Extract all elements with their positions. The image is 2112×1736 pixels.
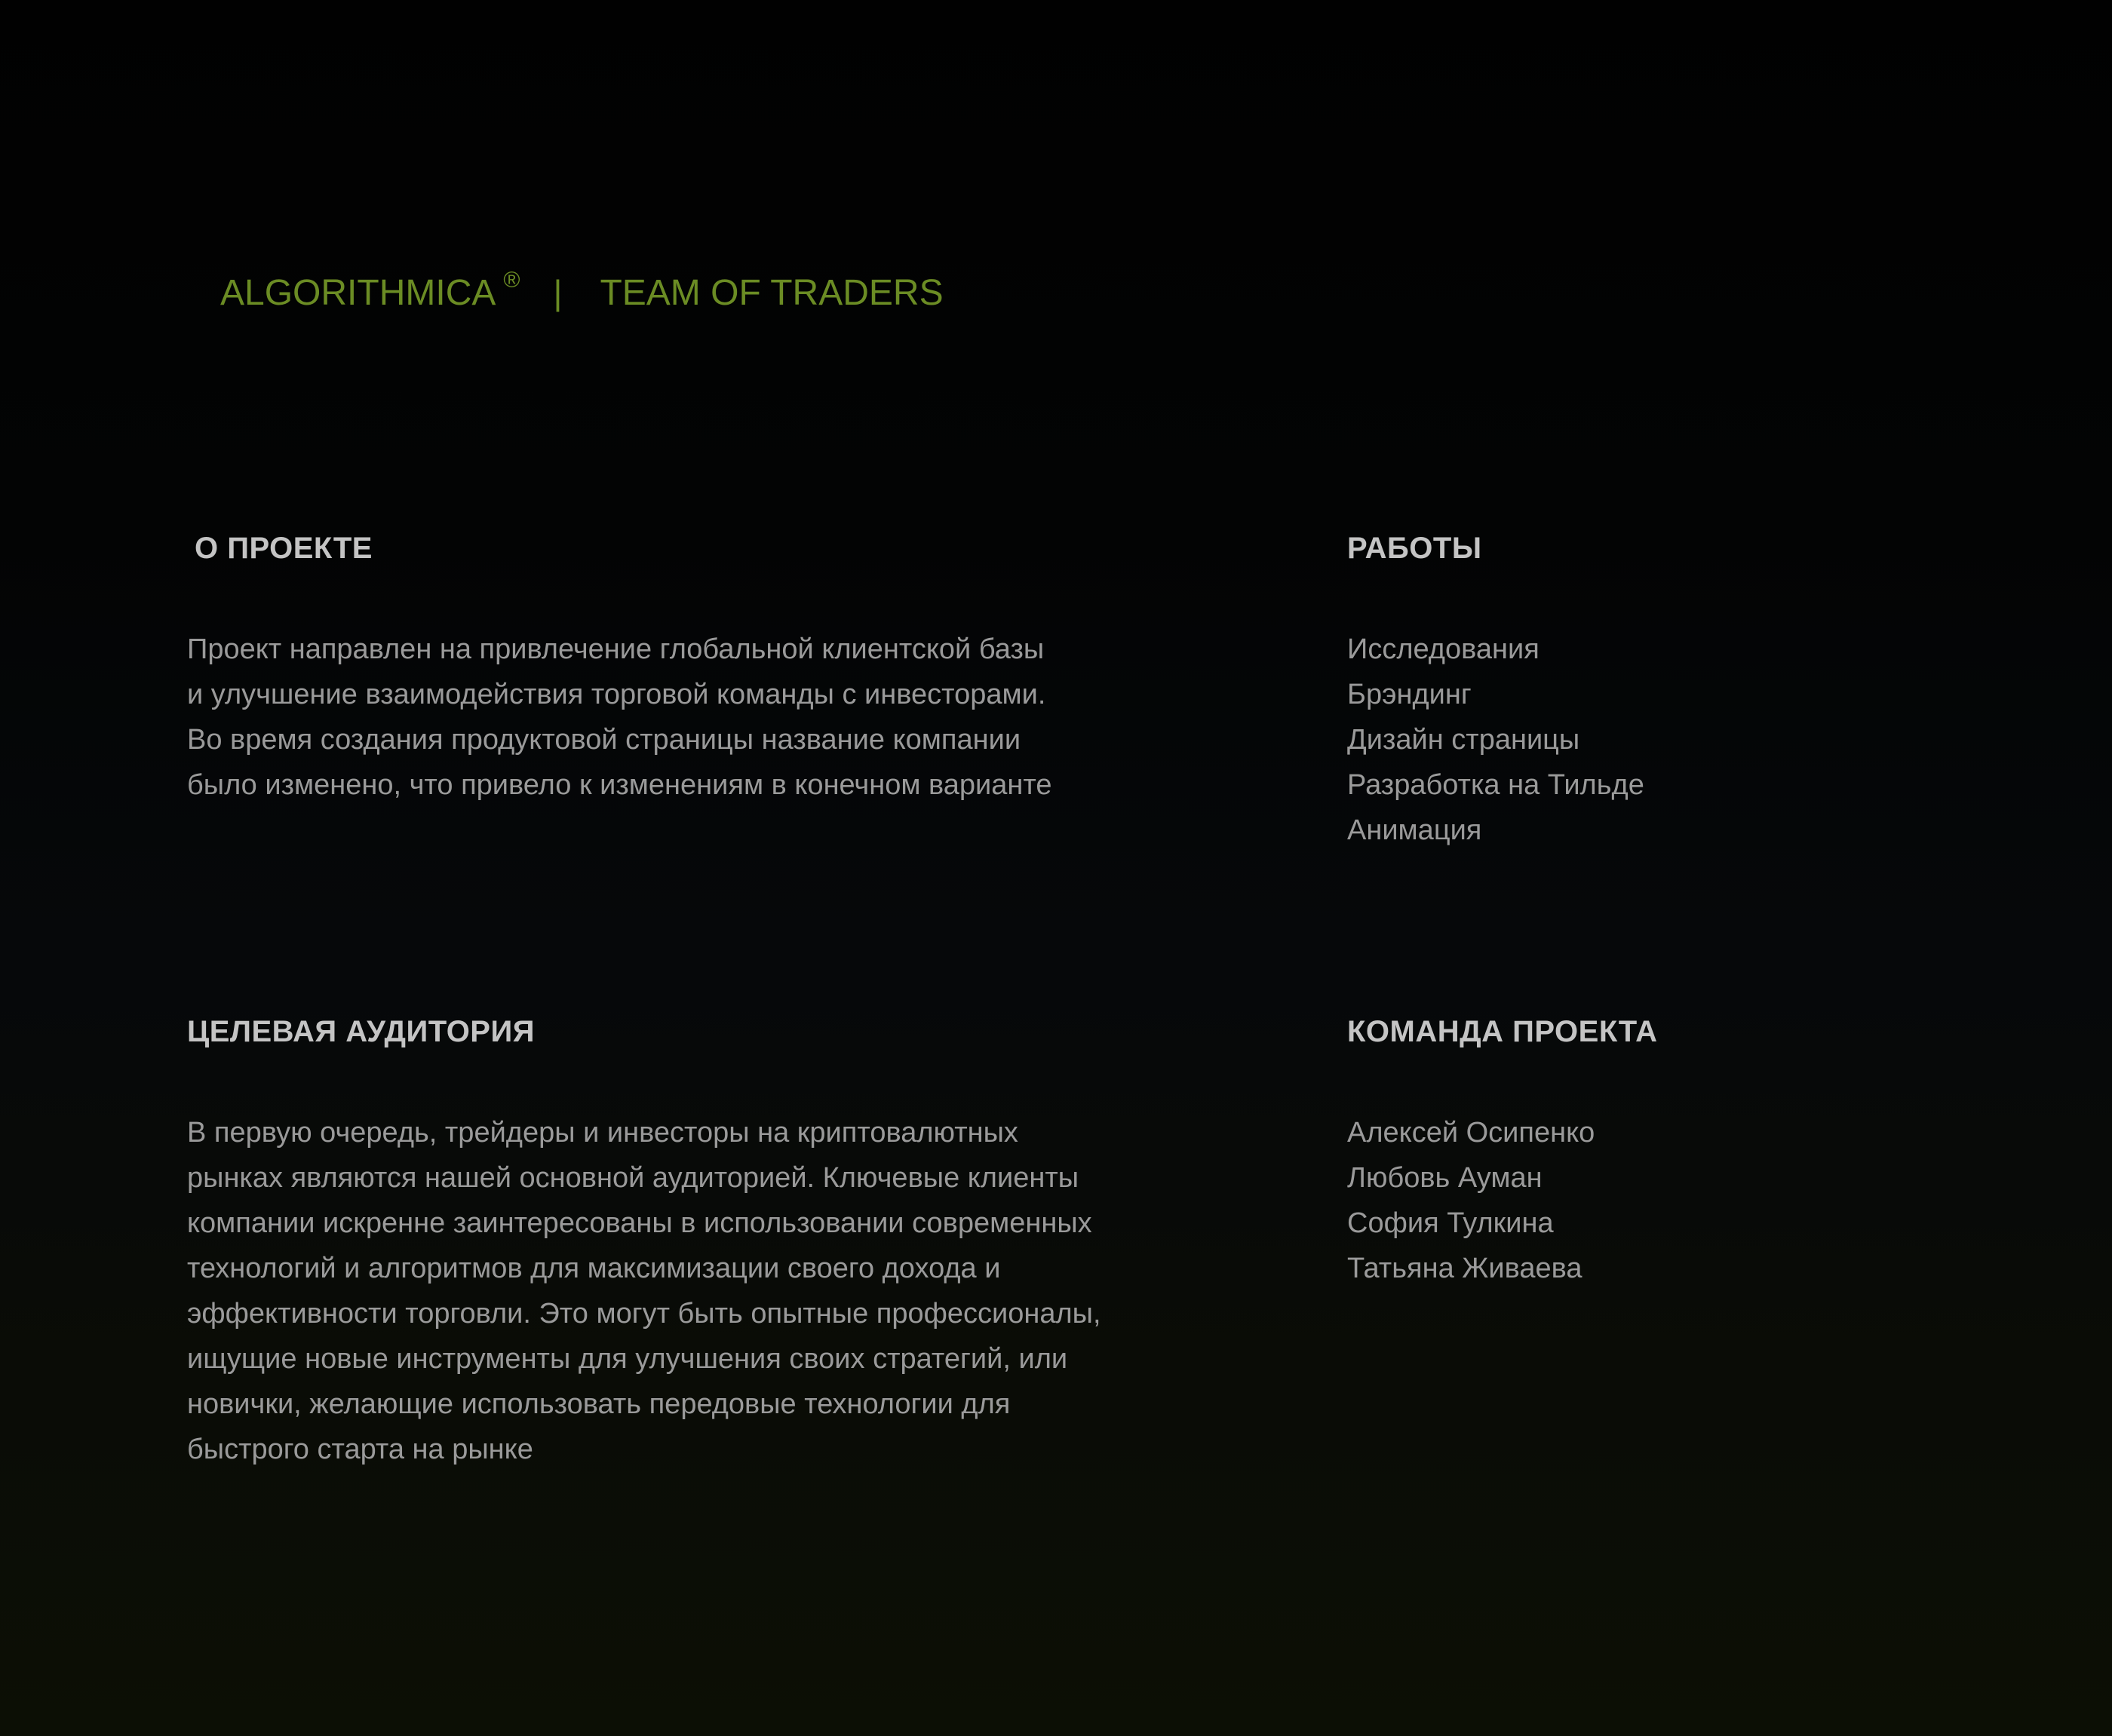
works-item: Разработка на Тильде: [1347, 769, 1644, 801]
about-section: [187, 532, 1052, 808]
about-line: Во время создания продуктовой страницы название компании: [187, 724, 1021, 756]
team-member: Татьяна Живаева: [1347, 1253, 1582, 1284]
audience-title: ЦЕЛЕВАЯ АУДИТОРИЯ: [187, 1015, 535, 1048]
team-section: [1347, 1015, 1658, 1291]
audience-line: В первую очередь, трейдеры и инвесторы на криптовалютных: [187, 1117, 1018, 1149]
header-divider: |: [553, 273, 563, 312]
team-list: [1347, 1110, 1658, 1291]
audience-line: новички, желающие использовать передовые технологии для: [187, 1388, 1011, 1420]
team-title: КОМАНДА ПРОЕКТА: [1347, 1015, 1658, 1048]
works-title: РАБОТЫ: [1347, 532, 1482, 565]
team-member: Любовь Ауман: [1347, 1162, 1543, 1194]
works-item: Брэндинг: [1347, 679, 1472, 710]
brand-tagline: TEAM OF TRADERS: [600, 272, 944, 313]
registered-mark: ®: [503, 268, 520, 293]
audience-line: эффективности торговли. Это могут быть опытные профессионалы,: [187, 1298, 1101, 1330]
brand-name: ALGORITHMICA: [220, 272, 496, 313]
about-line: и улучшение взаимодействия торговой команды с инвесторами.: [187, 679, 1046, 710]
audience-line: компании искренне заинтересованы в использовании современных: [187, 1207, 1092, 1239]
audience-line: ищущие новые инструменты для улучшения своих стратегий, или: [187, 1343, 1068, 1375]
audience-line: быстрого старта на рынке: [187, 1434, 533, 1465]
team-member: Алексей Осипенко: [1347, 1117, 1595, 1149]
header: [220, 268, 944, 317]
works-section: [1347, 532, 1644, 853]
works-item: Анимация: [1347, 814, 1482, 846]
about-line: было изменено, что привело к изменениям в конечном варианте: [187, 769, 1052, 801]
audience-text: [187, 1110, 1101, 1472]
works-item: Дизайн страницы: [1347, 724, 1580, 756]
audience-section: [187, 1015, 1101, 1472]
about-line: Проект направлен на привлечение глобальной клиентской базы: [187, 633, 1045, 665]
works-item: Исследования: [1347, 633, 1539, 665]
about-text: [187, 627, 1052, 808]
audience-line: рынках являются нашей основной аудиторией. Ключевые клиенты: [187, 1162, 1079, 1194]
audience-line: технологий и алгоритмов для максимизации своего дохода и: [187, 1253, 1001, 1284]
works-list: [1347, 627, 1644, 853]
about-title: О ПРОЕКТЕ: [195, 532, 373, 565]
team-member: София Тулкина: [1347, 1207, 1554, 1239]
